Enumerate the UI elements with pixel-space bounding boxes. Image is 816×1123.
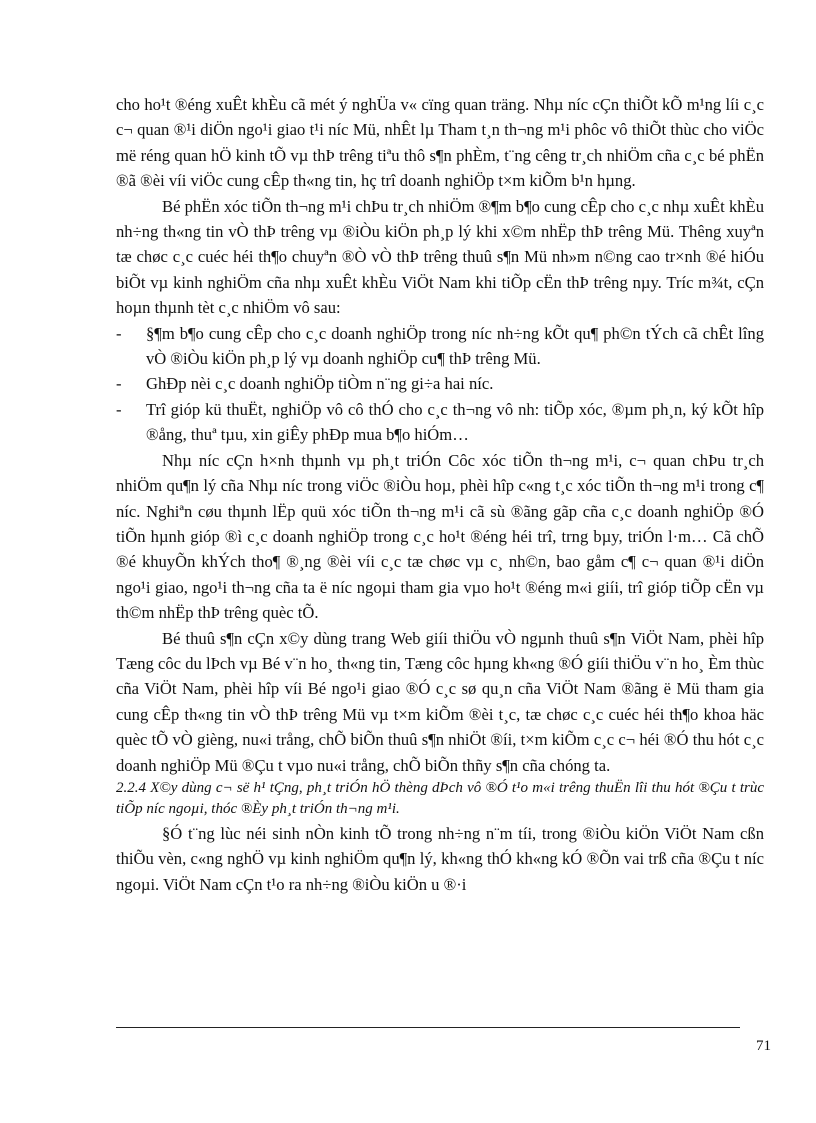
page-number: 71 (756, 1038, 771, 1054)
bullet-dash: - (116, 323, 122, 343)
bullet-text: §¶m b¶o cung cÊp cho c¸c doanh nghiÖp trong níc nh÷ng kÕt qu¶ ph©n tÝch cã chÊt lîng vÒ ®iÒu kiÖn ph¸p lý vµ doanh nghiÖp cu¶ thÞ trêng Mü. (146, 323, 764, 369)
bullet-text: GhÐp nèi c¸c doanh nghiÖp tiÒm n¨ng gi÷a hai níc. (146, 374, 494, 394)
bullet-text: Trî gióp kü thuËt, nghiÖp vô cô thÓ cho c¸c th¬ng vô nh: tiÕp xóc, ®µm ph¸n, ký kÕt hîp ®ång, thuª tµu, xin giÊy phÐp mua b¶o hiÓm… (146, 399, 764, 445)
section-heading: 2.2.4 X©y dùng c¬ së h¹ tÇng, ph¸t triÓn hÖ thèng dÞch vô ®Ó t¹o m«i trêng thuËn lîi thu hót ®Çu t trùc tiÕp níc ngoµi, thóc ®Èy ph¸t triÓn th¬ng m¹i. (116, 779, 764, 818)
page-body (116, 92, 764, 897)
paragraph-2: Bé phËn xóc tiÕn th¬ng m¹i chÞu tr¸ch nhiÖm ®¶m b¶o cung cÊp cho c¸c nhµ xuÊt khÈu nh÷ng th«ng tin vÒ thÞ trêng vµ ®iÒu kiÖn ph¸p lý khi x©m nhËp thÞ trêng Mü. Thêng xuyªn tæ chøc c¸c cuéc héi th¶o chuyªn ®Ò vÒ thÞ trêng thuû s¶n Mü nh»m n©ng cao tr×nh ®é hiÓu biÕt vµ kinh nghiÖm cña nhµ xuÊt khÈu ViÖt Nam khi tiÕp cËn thÞ trêng nµy. Tríc m¾t, cÇn hoµn thµnh tèt c¸c nhiÖm vô sau: (116, 196, 764, 318)
bullet-item-1 (116, 321, 764, 372)
paragraph-3: Nhµ níc cÇn h×nh thµnh vµ ph¸t triÓn Côc xóc tiÕn th¬ng m¹i, c¬ quan chÞu tr¸ch nhiÖm qu¶n lý cña Nhµ níc trong viÖc ®iÒu hoµ, phèi hîp c«ng t¸c xóc tiÕn th¬ng m¹i trong c¶ níc. Nghiªn cøu thµnh lËp quü xóc tiÕn th¬ng m¹i cã sù ®ãng gãp cña c¸c doanh nghiÖp ®Ó tiÕn hµnh gióp ®ì c¸c doanh nghiÖp trong c¸c ho¹t ®éng héi trî, trng bµy, triÓn l·m… Cã chÕ ®é khuyÕn khÝch tho¶ ®¸ng ®èi víi c¸c tæ chøc vµ c¸ nh©n, bao gåm c¶ c¬ quan ®¹i diÖn ngo¹i giao, ngo¹i th¬ng cña ta ë níc ngoµi tham gia vµo ho¹t ®éng m«i giíi, trî gióp tiÕp cËn vµ th©m nhËp thÞ trêng quèc tÕ. (116, 450, 764, 623)
bullet-dash: - (116, 399, 122, 419)
bullet-dash: - (116, 374, 122, 394)
footer-rule (116, 1027, 740, 1028)
bullet-item-3 (116, 397, 764, 448)
bullet-item-2 (116, 371, 764, 396)
paragraph-5: §Ó t¨ng lùc néi sinh nÒn kinh tÕ trong nh÷ng n¨m tíi, trong ®iÒu kiÖn ViÖt Nam cßn thiÕu vèn, c«ng nghÖ vµ kinh nghiÖm qu¶n lý, kh«ng thÓ kh«ng kÓ ®Õn vai trß cña ®Çu t níc ngoµi. ViÖt Nam cÇn t¹o ra nh÷ng ®iÒu kiÖn u ®·i (116, 823, 764, 894)
paragraph-4: Bé thuû s¶n cÇn x©y dùng trang Web giíi thiÖu vÒ ngµnh thuû s¶n ViÖt Nam, phèi hîp Tæng côc du lÞch vµ Bé v¨n ho¸ th«ng tin, Tæng côc hµng kh«ng ®Ó giíi thiÖu v¨n ho¸ Èm thùc cña ViÖt Nam, phèi hîp víi Bé ngo¹i giao ®Ó c¸c sø qu¸n cña ViÖt Nam ®ãng ë Mü tham gia cung cÊp th«ng tin vÒ thÞ trêng Mü vµ t×m kiÕm ®èi t¸c, tæ chøc c¸c cuéc héi th¶o khoa häc quèc tÕ vÒ gièng, nu«i trång, chÕ biÕn thuû s¶n nhiÖt ®íi, t×m kiÕm c¸c c¬ héi ®Ó thu hót c¸c doanh nghiÖp Mü ®Çu t vµo nu«i trång, chÕ biÕn thñy s¶n cña chóng ta. (116, 628, 764, 775)
paragraph-1: cho ho¹t ®éng xuÊt khÈu cã mét ý nghÜa v« cïng quan träng. Nhµ níc cÇn thiÕt kÕ m¹ng líi c¸c c¬ quan ®¹i diÖn ngo¹i giao t¹i níc Mü, nhÊt lµ Tham t¸n th¬ng m¹i phôc vô thiÕt thùc cho viÖc më réng quan hÖ kinh tÕ vµ thÞ trêng tiªu thô s¶n phÈm, t¨ng cêng tr¸ch nhiÖm cña c¸c bé phËn ®ã ®èi víi viÖc cung cÊp th«ng tin, hç trî doanh nghiÖp t×m kiÕm b¹n hµng. (116, 95, 764, 191)
